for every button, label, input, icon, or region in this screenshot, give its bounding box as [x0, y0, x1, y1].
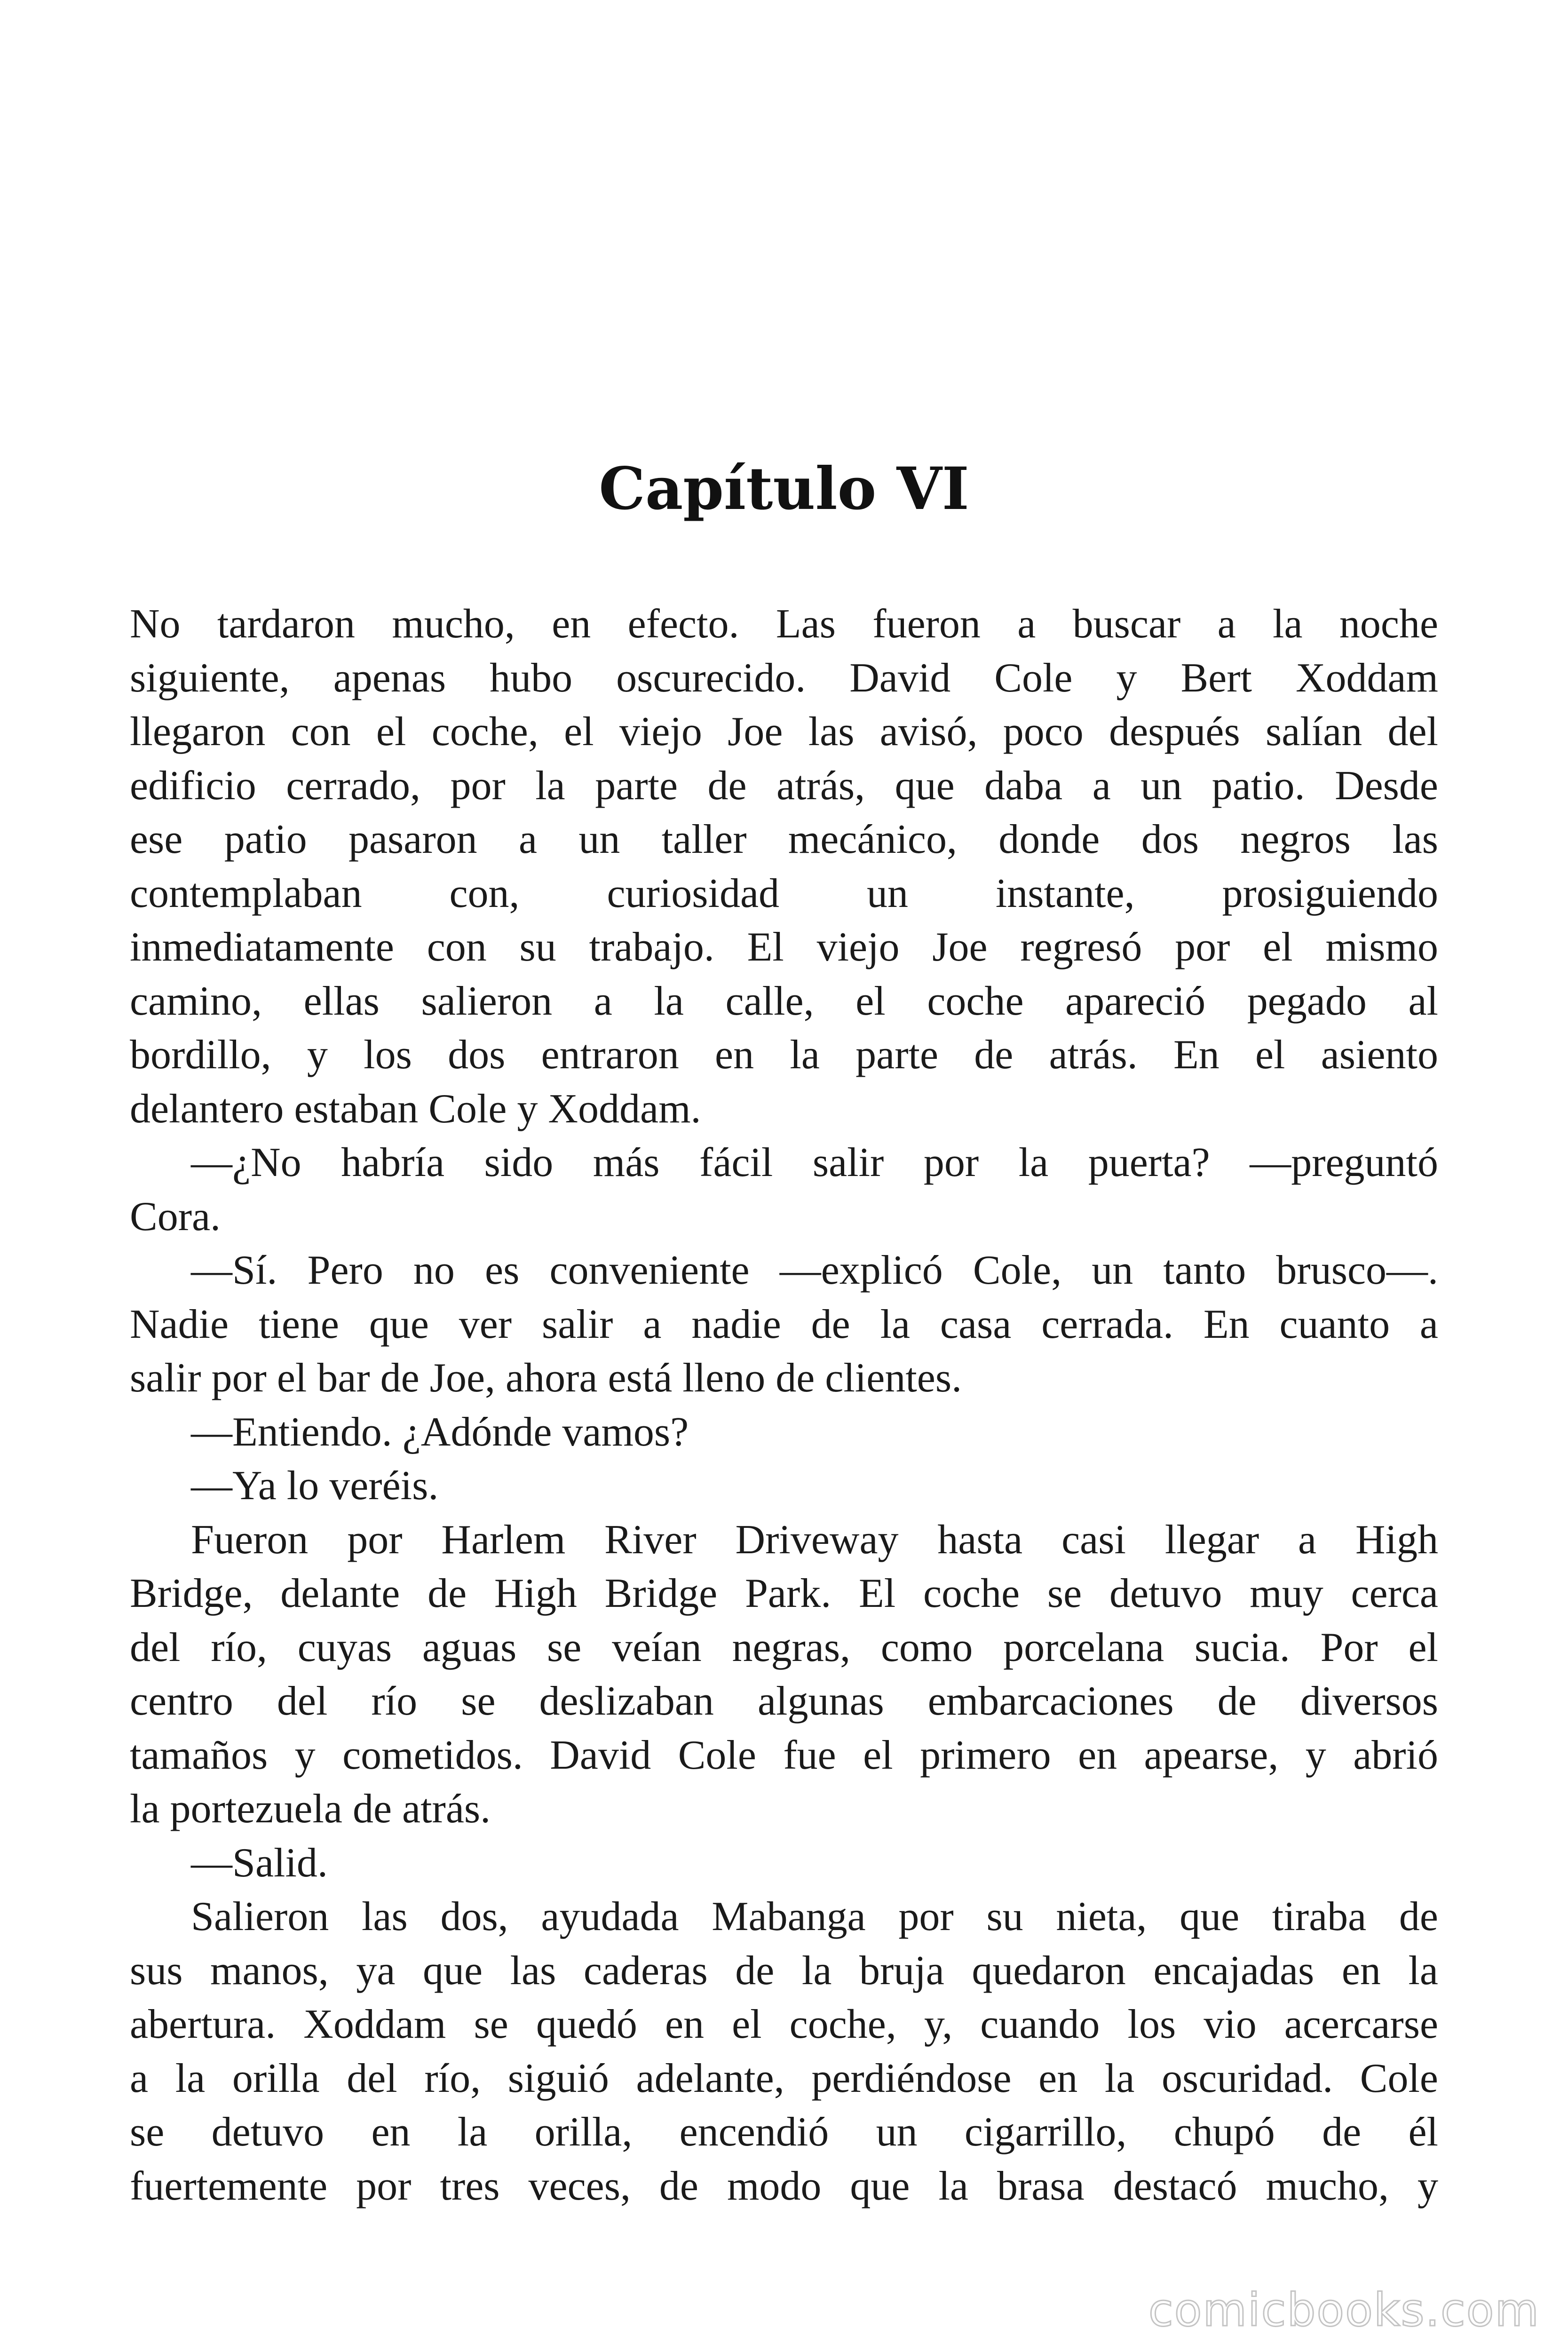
text-line: ese patio pasaron a un taller mecánico, donde dos negros las	[130, 817, 1438, 862]
text-line: camino, ellas salieron a la calle, el coche apareció pegado al	[130, 978, 1438, 1024]
text-line: bordillo, y los dos entraron en la parte de atrás. En el asiento	[130, 1032, 1438, 1078]
text-line: Fueron por Harlem River Driveway hasta casi llegar a High	[191, 1517, 1438, 1563]
text-line: —Sí. Pero no es conveniente —explicó Cole, un tanto brusco—.	[191, 1248, 1438, 1293]
text-line: —Salid.	[191, 1840, 328, 1886]
chapter-title: Capítulo VI	[599, 455, 969, 523]
text-line: edificio cerrado, por la parte de atrás, que daba a un patio. Desde	[130, 763, 1438, 809]
text-line: Cora.	[130, 1193, 221, 1240]
text-line: fuertemente por tres veces, de modo que la brasa destacó mucho, y	[130, 2163, 1438, 2209]
text-line: No tardaron mucho, en efecto. Las fueron a buscar a la noche	[130, 601, 1438, 647]
chapter-body	[130, 597, 1438, 2213]
text-line: Salieron las dos, ayudada Mabanga por su nieta, que tiraba de	[191, 1894, 1438, 1939]
text-line: llegaron con el coche, el viejo Joe las avisó, poco después salían del	[130, 709, 1438, 755]
text-line: contemplaban con, curiosidad un instante, prosiguiendo	[130, 870, 1438, 916]
text-line: Nadie tiene que ver salir a nadie de la casa cerrada. En cuanto a	[130, 1301, 1438, 1347]
text-line: siguiente, apenas hubo oscurecido. David Cole y Bert Xoddam	[130, 655, 1438, 701]
text-line: —Entiendo. ¿Adónde vamos?	[191, 1409, 689, 1455]
text-line: —Ya lo veréis.	[191, 1463, 439, 1509]
text-line: Bridge, delante de High Bridge Park. El coche se detuvo muy cerca	[130, 1571, 1438, 1616]
text-line: salir por el bar de Joe, ahora está lleno de clientes.	[130, 1355, 962, 1401]
text-line: a la orilla del río, siguió adelante, perdiéndose en la oscuridad. Cole	[130, 2055, 1438, 2101]
text-line: sus manos, ya que las caderas de la bruja quedaron encajadas en la	[130, 1947, 1438, 1994]
text-line: delantero estaban Cole y Xoddam.	[130, 1086, 701, 1132]
text-line: tamaños y cometidos. David Cole fue el primero en apearse, y abrió	[130, 1732, 1438, 1778]
text-line: inmediatamente con su trabajo. El viejo Joe regresó por el mismo	[130, 924, 1438, 970]
text-line: —¿No habría sido más fácil salir por la puerta? —preguntó	[191, 1140, 1438, 1185]
text-line: centro del río se deslizaban algunas embarcaciones de diversos	[130, 1678, 1438, 1724]
watermark-logo: comicbooks.com	[1148, 2284, 1540, 2336]
text-line: del río, cuyas aguas se veían negras, como porcelana sucia. Por el	[130, 1624, 1438, 1670]
text-line: abertura. Xoddam se quedó en el coche, y, cuando los vio acercarse	[130, 2002, 1438, 2047]
text-line: la portezuela de atrás.	[130, 1786, 491, 1832]
text-line: se detuvo en la orilla, encendió un cigarrillo, chupó de él	[130, 2109, 1438, 2155]
